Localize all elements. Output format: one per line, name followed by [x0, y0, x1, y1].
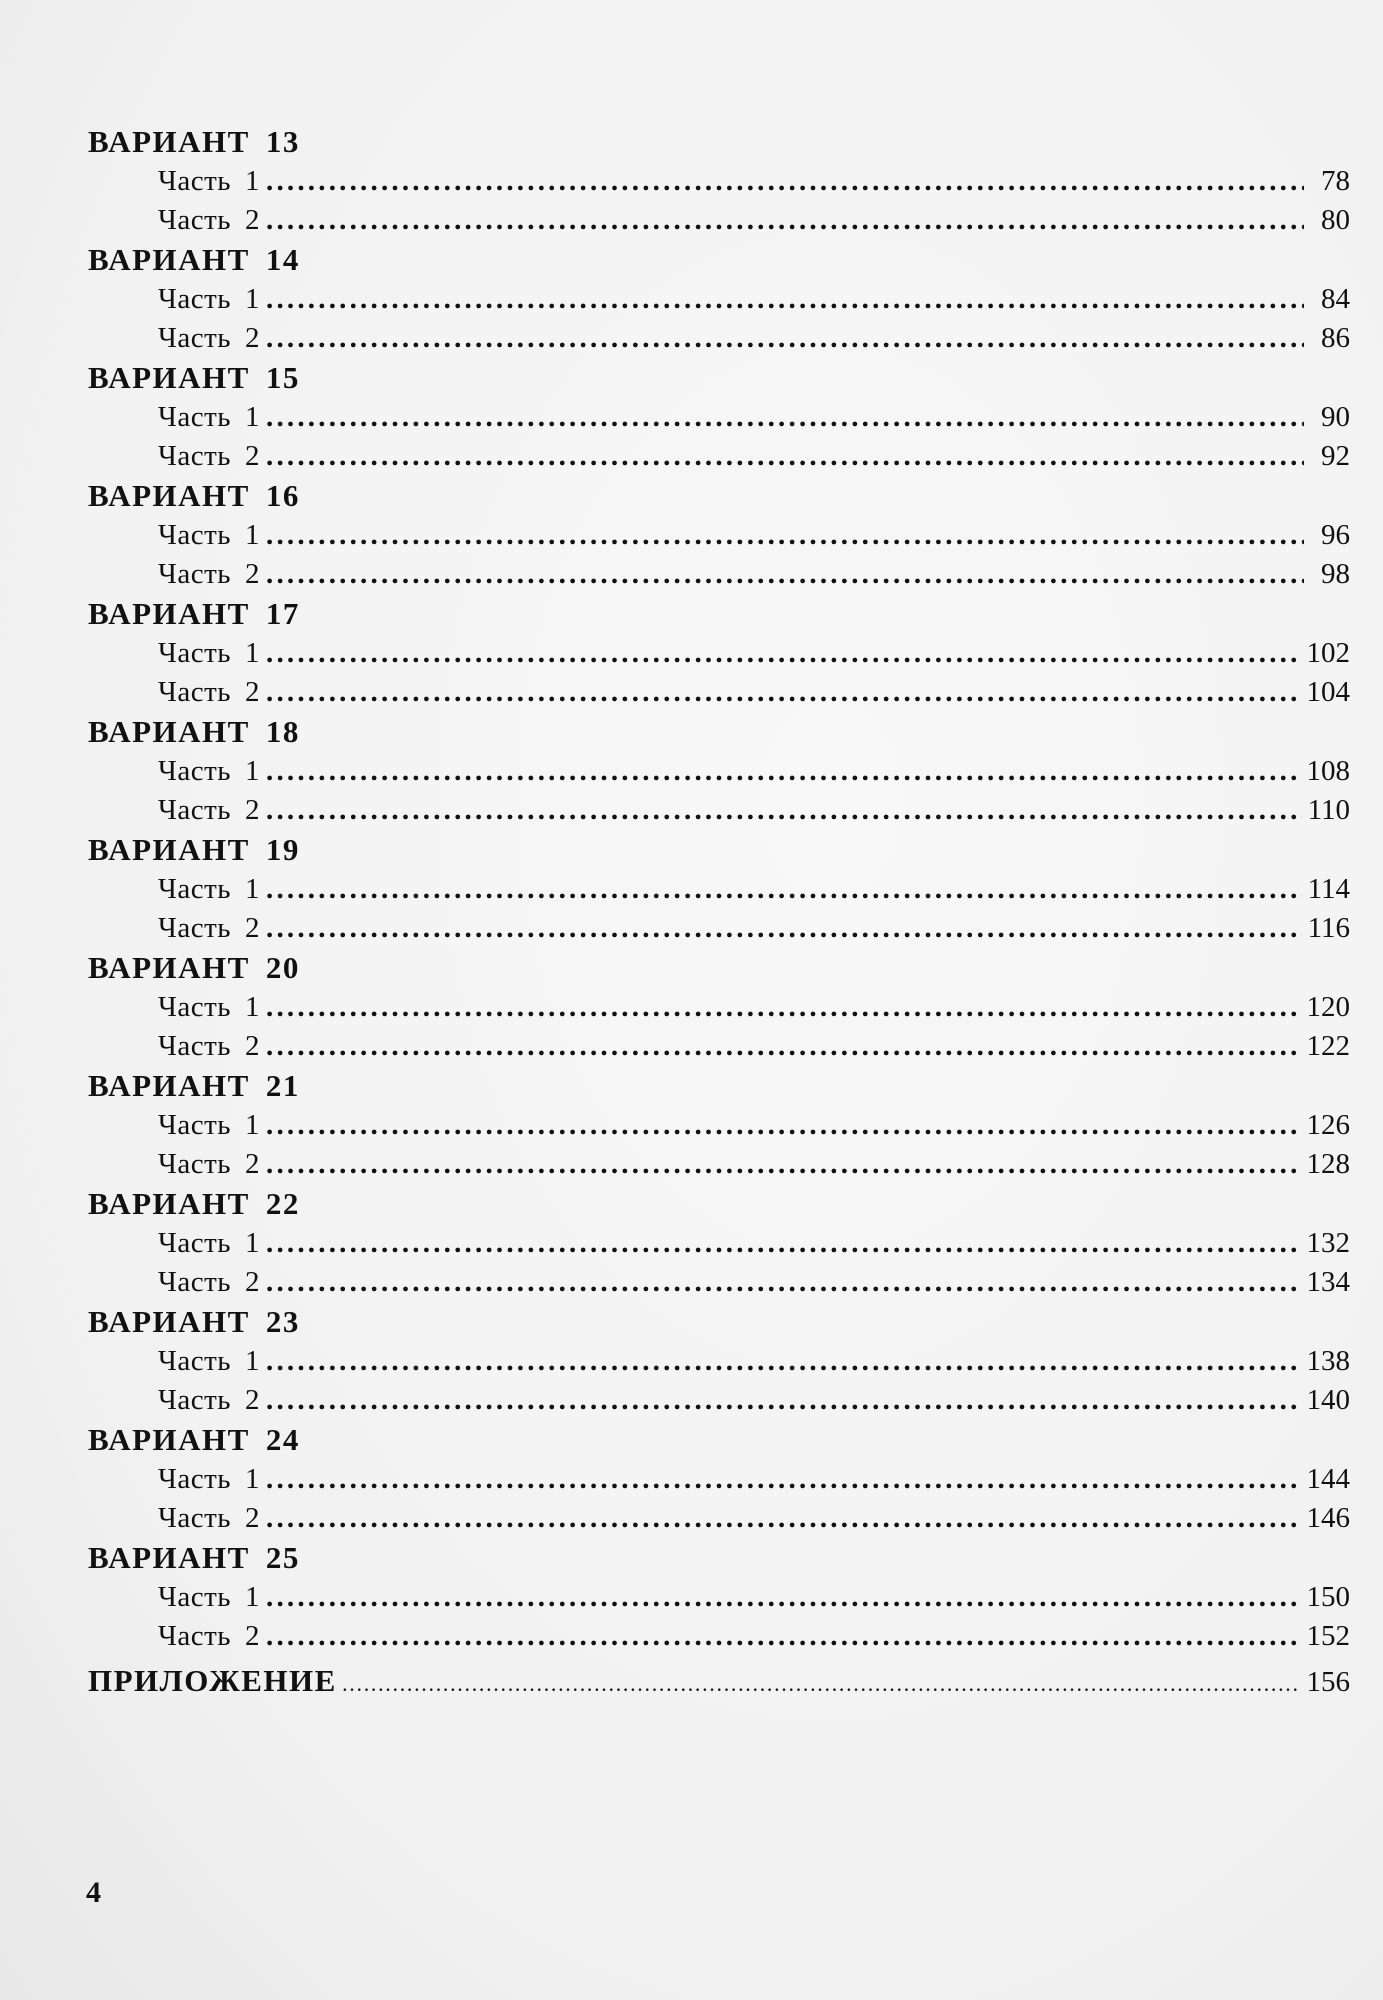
- page-number: 98: [1321, 558, 1350, 590]
- toc-entry: Часть 1 ..... 102: [88, 634, 1350, 673]
- page-number: 108: [1306, 755, 1350, 787]
- toc-entry: Часть 2 ..... 134: [88, 1263, 1350, 1302]
- page-number: 152: [1306, 1620, 1350, 1652]
- page-number: 90: [1321, 401, 1350, 433]
- dot-leader: [266, 634, 1301, 673]
- toc-entry: Часть 1 ..... 84: [88, 280, 1350, 319]
- page-number: 134: [1306, 1266, 1350, 1298]
- variant-19: [88, 830, 1350, 948]
- dot-leader: [266, 319, 1304, 358]
- toc-entry: Часть 2 ..... 92: [88, 437, 1350, 476]
- variant-20: [88, 948, 1350, 1066]
- toc-entry: Часть 2 ..... 122: [88, 1027, 1350, 1066]
- variant-16: [88, 476, 1350, 594]
- dot-leader: [266, 516, 1304, 555]
- dot-leader: [266, 398, 1304, 437]
- page-folio: 4: [86, 1876, 101, 1909]
- dot-leader: [266, 1263, 1301, 1302]
- toc-entry: Часть 1 ..... 96: [88, 516, 1350, 555]
- toc-entry: Часть 1 ..... 90: [88, 398, 1350, 437]
- variant-heading: ВАРИАНТ 21: [88, 1068, 300, 1103]
- appendix-label: ПРИЛОЖЕНИЕ: [88, 1663, 337, 1698]
- page-number: 114: [1307, 873, 1350, 905]
- page-number: 96: [1321, 519, 1350, 551]
- toc-entry: Часть 2 ..... 104: [88, 673, 1350, 712]
- toc-entry: Часть 2 ..... 128: [88, 1145, 1350, 1184]
- page-number: 140: [1306, 1384, 1350, 1416]
- toc-entry: Часть 1 ..... 138: [88, 1342, 1350, 1381]
- toc-entry: Часть 1 ..... 78: [88, 162, 1350, 201]
- variant-17: [88, 594, 1350, 712]
- variant-heading: ВАРИАНТ 24: [88, 1422, 300, 1457]
- variant-heading: ВАРИАНТ 16: [88, 478, 300, 513]
- toc-entry: Часть 2 ..... 98: [88, 555, 1350, 594]
- toc-entry: Часть 1 ..... 132: [88, 1224, 1350, 1263]
- dot-leader: [266, 1460, 1301, 1499]
- toc-entry: Часть 2 ..... 86: [88, 319, 1350, 358]
- variant-heading: ВАРИАНТ 20: [88, 950, 300, 985]
- variant-22: [88, 1184, 1350, 1302]
- variant-heading: ВАРИАНТ 25: [88, 1540, 300, 1575]
- variant-24: [88, 1420, 1350, 1538]
- page-number: 92: [1321, 440, 1350, 472]
- page-number: 150: [1306, 1581, 1350, 1613]
- toc-entry: Часть 2 ..... 152: [88, 1617, 1350, 1656]
- table-of-contents: [88, 122, 1350, 1702]
- dot-leader: [266, 1578, 1301, 1617]
- dot-leader: [266, 437, 1304, 476]
- dot-leader: [266, 555, 1304, 594]
- variant-21: [88, 1066, 1350, 1184]
- variant-23: [88, 1302, 1350, 1420]
- page-number: 146: [1306, 1502, 1350, 1534]
- variant-heading: ВАРИАНТ 19: [88, 832, 300, 867]
- variant-18: [88, 712, 1350, 830]
- page-number: 110: [1307, 794, 1350, 826]
- dot-leader: [266, 1617, 1301, 1656]
- variant-heading: ВАРИАНТ 14: [88, 242, 300, 277]
- page-number: 138: [1306, 1345, 1350, 1377]
- page-number: 156: [1306, 1666, 1350, 1698]
- page-number: 120: [1306, 991, 1350, 1023]
- dot-leader: [266, 752, 1301, 791]
- variant-heading: ВАРИАНТ 22: [88, 1186, 300, 1221]
- toc-entry: Часть 2 ..... 110: [88, 791, 1350, 830]
- dot-leader: [266, 1381, 1301, 1420]
- variant-heading: ВАРИАНТ 18: [88, 714, 300, 749]
- page-number: 78: [1321, 165, 1350, 197]
- toc-entry: Часть 1 ..... 108: [88, 752, 1350, 791]
- variant-25: [88, 1538, 1350, 1656]
- variant-heading: ВАРИАНТ 23: [88, 1304, 300, 1339]
- toc-entry: Часть 1 ..... 150: [88, 1578, 1350, 1617]
- page-number: 84: [1321, 283, 1350, 315]
- dot-leader: [266, 1342, 1301, 1381]
- dot-leader: [266, 1027, 1301, 1066]
- dot-leader: [266, 1499, 1301, 1538]
- dot-leader: [266, 201, 1304, 240]
- dot-leader: [266, 162, 1304, 201]
- variant-heading: ВАРИАНТ 13: [88, 124, 300, 159]
- dot-leader: [266, 909, 1302, 948]
- dot-leader: [266, 1106, 1301, 1145]
- variant-13: [88, 122, 1350, 240]
- toc-entry: Часть 2 ..... 146: [88, 1499, 1350, 1538]
- page-number: 144: [1306, 1463, 1350, 1495]
- toc-entry: Часть 1 ..... 144: [88, 1460, 1350, 1499]
- page-number: 80: [1321, 204, 1350, 236]
- page-number: 126: [1306, 1109, 1350, 1141]
- dot-leader: [266, 280, 1304, 319]
- dot-leader: [266, 1224, 1301, 1263]
- dot-leader: [343, 1666, 1301, 1708]
- toc-entry: Часть 1 ..... 126: [88, 1106, 1350, 1145]
- page-number: 102: [1306, 637, 1350, 669]
- toc-entry: Часть 1 ..... 114: [88, 870, 1350, 909]
- variant-heading: ВАРИАНТ 17: [88, 596, 300, 631]
- variant-14: [88, 240, 1350, 358]
- dot-leader: [266, 870, 1302, 909]
- page-number: 122: [1306, 1030, 1350, 1062]
- page-number: 116: [1307, 912, 1350, 944]
- toc-entry: Часть 1 ..... 120: [88, 988, 1350, 1027]
- page-number: 128: [1306, 1148, 1350, 1180]
- appendix-entry: [88, 1660, 1350, 1702]
- dot-leader: [266, 673, 1301, 712]
- variant-15: [88, 358, 1350, 476]
- dot-leader: [266, 1145, 1301, 1184]
- page-number: 104: [1306, 676, 1350, 708]
- page-number: 86: [1321, 322, 1350, 354]
- toc-entry: Часть 2 ..... 80: [88, 201, 1350, 240]
- page-number: 132: [1306, 1227, 1350, 1259]
- variant-heading: ВАРИАНТ 15: [88, 360, 300, 395]
- dot-leader: [266, 791, 1302, 830]
- dot-leader: [266, 988, 1301, 1027]
- toc-entry: Часть 2 ..... 140: [88, 1381, 1350, 1420]
- toc-entry: Часть 2 ..... 116: [88, 909, 1350, 948]
